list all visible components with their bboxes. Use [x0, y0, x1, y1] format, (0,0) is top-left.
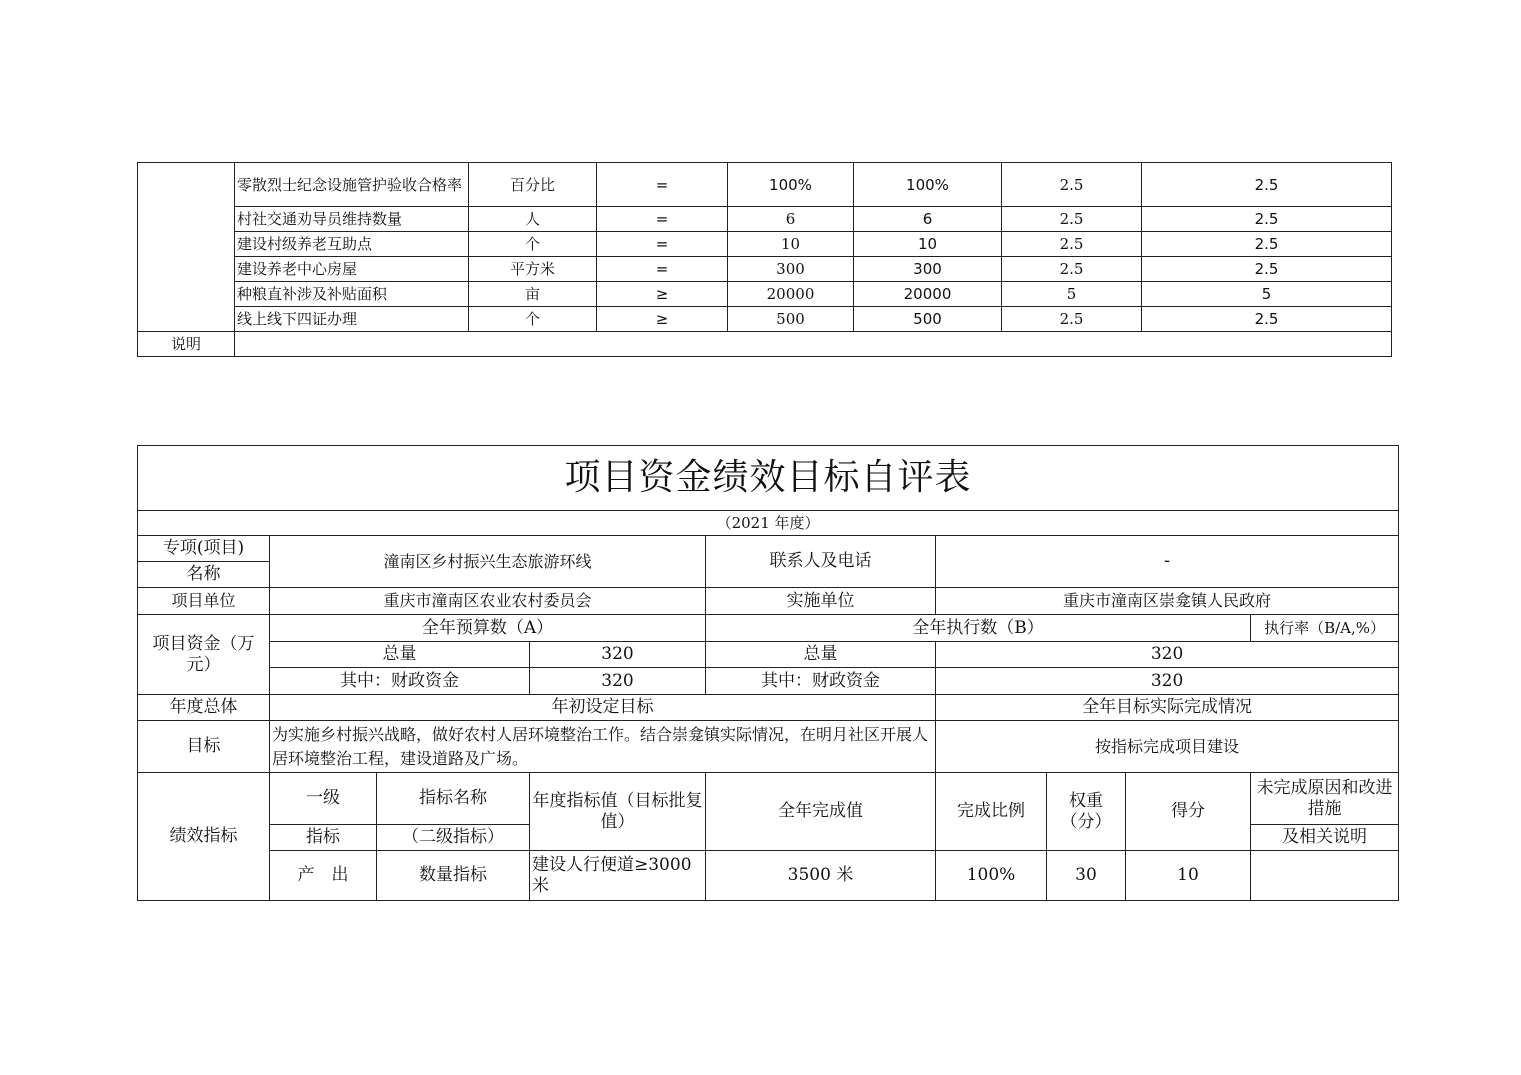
indicator-score: 5: [1142, 282, 1392, 307]
project-unit-label: 项目单位: [138, 588, 270, 615]
annual-target-value: 建设人行便道≥3000米: [530, 851, 706, 901]
indicator-operator: =: [597, 163, 728, 207]
project-name-value: 潼南区乡村振兴生态旅游环线: [270, 536, 706, 588]
actual-goal-text: 按指标完成项目建设: [936, 721, 1399, 773]
indicator-weight: 2.5: [1002, 163, 1142, 207]
indicator-unit: 亩: [469, 282, 597, 307]
table-row: [138, 851, 1399, 901]
indicator-unit: 个: [469, 307, 597, 332]
indicator-operator: ≥: [597, 307, 728, 332]
execution-rate-header: 执行率（B/A,%）: [1251, 615, 1399, 642]
total-execution-label: 总量: [706, 642, 936, 668]
indicator-target: 100%: [728, 163, 854, 207]
indicator-actual: 10: [854, 232, 1002, 257]
year-label: （2021 年度）: [138, 511, 1399, 536]
indicator-name: 线上线下四证办理: [235, 307, 469, 332]
implementing-unit-value: 重庆市潼南区崇龛镇人民政府: [936, 588, 1399, 615]
fiscal-budget-label: 其中：财政资金: [270, 668, 530, 695]
indicator-score: 2.5: [1142, 257, 1392, 282]
total-budget-label: 总量: [270, 642, 530, 668]
initial-goal-text: 为实施乡村振兴战略，做好农村人居环境整治工作。结合崇龛镇实际情况，在明月社区开展人居环境整治工程，建设道路及广场。: [270, 721, 936, 773]
indicator-operator: =: [597, 257, 728, 282]
level2-value: 数量指标: [377, 851, 530, 901]
project-name-label-top: 专项(项目): [138, 536, 270, 562]
contact-value: -: [936, 536, 1399, 588]
full-year-complete-value: 3500 米: [706, 851, 936, 901]
actual-goal-header: 全年目标实际完成情况: [936, 695, 1399, 721]
indicator-unit: 百分比: [469, 163, 597, 207]
indicator-actual: 500: [854, 307, 1002, 332]
project-funds-label: 项目资金（万元）: [138, 615, 270, 695]
indicator-actual: 100%: [854, 163, 1002, 207]
indicator-unit: 平方米: [469, 257, 597, 282]
weight-value: 30: [1047, 851, 1126, 901]
project-unit-value: 重庆市潼南区农业农村委员会: [270, 588, 706, 615]
indicator-weight: 5: [1002, 282, 1142, 307]
indicator-weight: 2.5: [1002, 307, 1142, 332]
level1-header-top: 一级: [270, 773, 377, 825]
indicator-weight: 2.5: [1002, 257, 1142, 282]
indicator-name: 建设村级养老互助点: [235, 232, 469, 257]
contact-label: 联系人及电话: [706, 536, 936, 588]
indicator-name-header-top: 指标名称: [377, 773, 530, 825]
reason-header-bottom: 及相关说明: [1251, 825, 1399, 851]
indicator-name-header-bottom: （二级指标）: [377, 825, 530, 851]
indicator-name: 建设养老中心房屋: [235, 257, 469, 282]
note-row: [138, 332, 1392, 357]
annual-budget-header: 全年预算数（A）: [270, 615, 706, 642]
annual-target-header: 年度指标值（目标批复值）: [530, 773, 706, 851]
table-row: [138, 257, 1392, 282]
implementing-unit-label: 实施单位: [706, 588, 936, 615]
fiscal-execution-label: 其中：财政资金: [706, 668, 936, 695]
reason-value: [1251, 851, 1399, 901]
indicator-target: 20000: [728, 282, 854, 307]
completion-ratio-header: 完成比例: [936, 773, 1047, 851]
page-title: 项目资金绩效目标自评表: [138, 446, 1399, 511]
level1-value: 产 出: [270, 851, 377, 901]
indicator-score: 2.5: [1142, 163, 1392, 207]
indicator-score: 2.5: [1142, 232, 1392, 257]
total-execution-value: 320: [936, 642, 1399, 668]
indicator-actual: 300: [854, 257, 1002, 282]
note-value: [235, 332, 1392, 357]
table-row: [138, 282, 1392, 307]
score-value: 10: [1126, 851, 1251, 901]
total-budget-value: 320: [530, 642, 706, 668]
indicator-score: 2.5: [1142, 307, 1392, 332]
project-name-label-bottom: 名称: [138, 562, 270, 588]
level1-header-bottom: 指标: [270, 825, 377, 851]
indicator-unit: 人: [469, 207, 597, 232]
annual-goal-label-bottom: 目标: [138, 721, 270, 773]
indicator-target: 10: [728, 232, 854, 257]
annual-execution-header: 全年执行数（B）: [706, 615, 1251, 642]
initial-goal-header: 年初设定目标: [270, 695, 936, 721]
blank-category-cell: [138, 163, 235, 332]
note-label: 说明: [138, 332, 235, 357]
indicator-target: 300: [728, 257, 854, 282]
table-row: [138, 163, 1392, 207]
indicator-target: 6: [728, 207, 854, 232]
indicator-operator: =: [597, 232, 728, 257]
indicator-target: 500: [728, 307, 854, 332]
indicator-score: 2.5: [1142, 207, 1392, 232]
table-row: [138, 207, 1392, 232]
indicator-name: 种粮直补涉及补贴面积: [235, 282, 469, 307]
indicator-operator: =: [597, 207, 728, 232]
performance-indicators-label: 绩效指标: [138, 773, 270, 901]
table-row: [138, 307, 1392, 332]
performance-self-evaluation-table: [137, 445, 1399, 901]
weight-header: 权重（分）: [1047, 773, 1126, 851]
indicator-operator: ≥: [597, 282, 728, 307]
indicator-table-continued: [137, 162, 1392, 357]
fiscal-budget-value: 320: [530, 668, 706, 695]
indicator-weight: 2.5: [1002, 232, 1142, 257]
score-header: 得分: [1126, 773, 1251, 851]
completion-ratio-value: 100%: [936, 851, 1047, 901]
reason-header-top: 未完成原因和改进措施: [1251, 773, 1399, 825]
indicator-actual: 6: [854, 207, 1002, 232]
indicator-actual: 20000: [854, 282, 1002, 307]
full-year-complete-header: 全年完成值: [706, 773, 936, 851]
table-row: [138, 232, 1392, 257]
indicator-name: 村社交通劝导员维持数量: [235, 207, 469, 232]
annual-goal-label-top: 年度总体: [138, 695, 270, 721]
indicator-unit: 个: [469, 232, 597, 257]
fiscal-execution-value: 320: [936, 668, 1399, 695]
indicator-name: 零散烈士纪念设施管护验收合格率: [235, 163, 469, 207]
indicator-weight: 2.5: [1002, 207, 1142, 232]
